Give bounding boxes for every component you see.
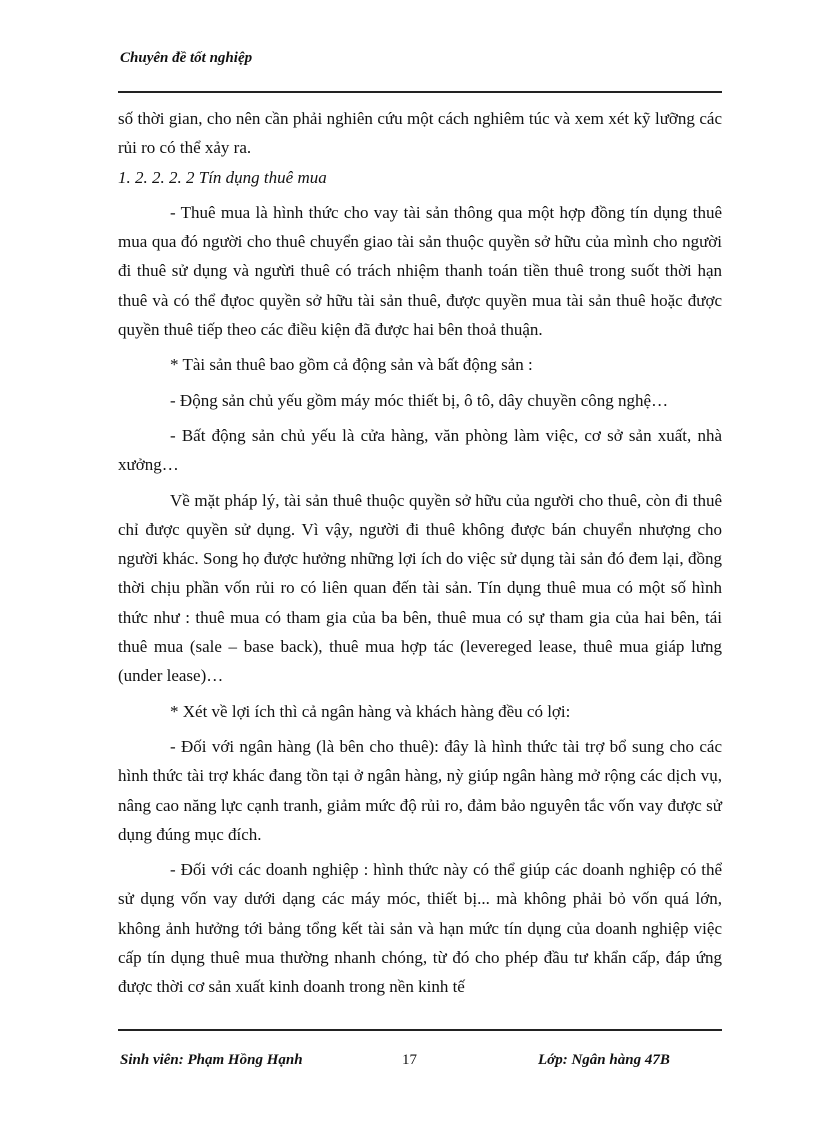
paragraph: số thời gian, cho nên cần phải nghiên cứu một cách nghiêm túc và xem xét kỹ lưỡng các rủi ro có thể xảy ra. xyxy=(118,109,722,158)
footer-divider xyxy=(118,1029,722,1031)
paragraph: * Xét về lợi ích thì cả ngân hàng và khách hàng đều có lợi: xyxy=(170,701,571,721)
paragraph: - Động sản chủ yếu gồm máy móc thiết bị, ô tô, dây chuyền công nghệ… xyxy=(170,390,669,410)
paragraph: * Tài sản thuê bao gồm cả động sản và bất động sản : xyxy=(170,355,533,375)
page-body xyxy=(118,104,722,1002)
paragraph: - Thuê mua là hình thức cho vay tài sản thông qua một hợp đồng tín dụng thuê mua qua đó người cho thuê chuyển giao tài sản thuộc quyền sở hữu của mình cho người đi thuê sử dụng và ngưừi thuê có trách nhiệm thanh toán tiền thuê trong suốt thời hạn thuê và có thể đựoc quyền sở hữu tài sản thuê, được quyền mua tài sản thuê hoặc được quyền thuê tiếp theo các điều kiện đã được hai bên thoả thuận. xyxy=(118,202,722,340)
paragraph: Về mặt pháp lý, tài sản thuê thuộc quyền sở hữu của người cho thuê, còn đi thuê chỉ được quyền sử dụng. Vì vậy, người đi thuê không được bán chuyển nhượng cho người khác. Song họ được hưởng những lợi ích do việc sử dụng tài sản đó đem lại, đồng thời chịu phần vốn rủi ro có liên quan đến tài sản. Tín dụng thuê mua có một số hình thức như : thuê mua có tham gia của ba bên, thuê mua có sự tham gia của hai bên, tái thuê mua (sale – base back), thuê mua hợp tác (levereged lease, thuê mua giáp lưng (under lease)… xyxy=(118,490,722,686)
header-divider xyxy=(118,91,722,93)
page-number: 17 xyxy=(402,1052,417,1068)
section-heading: 1. 2. 2. 2. 2 Tín dụng thuê mua xyxy=(118,167,327,187)
footer-class: Lớp: Ngân hàng 47B xyxy=(538,1052,670,1068)
footer-student: Sinh viên: Phạm Hồng Hạnh xyxy=(120,1052,303,1068)
header-title: Chuyên đề tốt nghiệp xyxy=(120,50,253,66)
paragraph: - Bất động sản chủ yếu là cửa hàng, văn phòng làm việc, cơ sở sản xuất, nhà xưởng… xyxy=(118,425,722,475)
paragraph: - Đối với các doanh nghiệp : hình thức này có thể giúp các doanh nghiệp có thể sử dụng vốn vay dưới dạng các máy móc, thiết bị... mà không phải bỏ vốn quá lớn, không ảnh hưởng tới bảng tổng kết tài sản và hạn mức tín dụng của doanh nghiệp việc cấp tín dụng thuê mua thường nhanh chóng, từ đó cho phép đầu tư khẩn cấp, đáp ứng được thời cơ sản xuất kinh doanh trong nền kinh tế xyxy=(118,860,722,997)
paragraph: - Đối với ngân hàng (là bên cho thuê): đây là hình thức tài trợ bổ sung cho các hình thức tài trợ khác đang tồn tại ở ngân hàng, nỳ giúp ngân hàng mở rộng các dịch vụ, nâng cao năng lực cạnh tranh, giảm mức độ rủi ro, đảm bảo nguyên tắc vốn vay được sử dụng đúng mục đích. xyxy=(118,736,722,844)
